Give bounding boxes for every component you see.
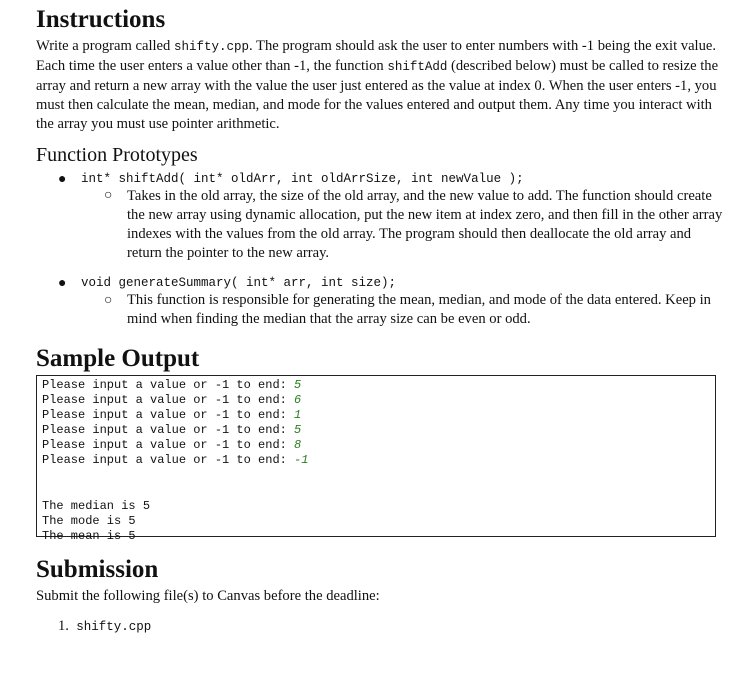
console-line: Please input a value or -1 to end: 5 xyxy=(42,423,302,437)
instructions-paragraph: Write a program called shifty.cpp. The program should ask the user to enter numbers with -1 being the exit value. Each time the user enters a value other than -1, the function shiftAdd (described below) must be called to resize the array and return a new array with the value the user just entered as the value at index 0. When the user enters -1, you must then calculate the mean, median, and mode for the values entered and output them. Any time you interact with the array you must use pointer arithmetic. xyxy=(36,38,719,132)
function-name-code: shiftAdd xyxy=(387,60,448,74)
file-list-item: 1. shifty.cpp xyxy=(58,618,152,634)
instructions-heading: Instructions xyxy=(36,6,166,33)
console-line: Please input a value or -1 to end: 5 xyxy=(42,378,302,392)
prototype-description: Takes in the old array, the size of the old array, and the new value to add. The function should create the new array using dynamic allocation, put the new item at index zero, and then fill in the other array indexes with the values from the old array. The program should then deallocate the old array and return the pointer to the new array. xyxy=(127,188,723,261)
sub-bullet-icon: ○ xyxy=(104,188,113,203)
filename-code: shifty.cpp xyxy=(174,40,250,54)
bullet-icon: ● xyxy=(58,172,67,187)
console-result: The median is 5 xyxy=(42,499,151,513)
bullet-icon: ● xyxy=(58,276,67,291)
console-line: Please input a value or -1 to end: 8 xyxy=(42,438,302,452)
console-line: Please input a value or -1 to end: 1 xyxy=(42,408,302,422)
prototype-signature: void generateSummary( int* arr, int size); xyxy=(81,276,397,290)
sub-bullet-icon: ○ xyxy=(104,293,113,308)
prototype-signature: int* shiftAdd( int* oldArr, int oldArrSize, int newValue ); xyxy=(81,172,524,186)
console-result: The mean is 5 xyxy=(42,529,136,543)
console-result: The mode is 5 xyxy=(42,514,136,528)
console-line: Please input a value or -1 to end: 6 xyxy=(42,393,302,407)
console-line: Please input a value or -1 to end: -1 xyxy=(42,453,309,467)
prototypes-heading: Function Prototypes xyxy=(36,144,198,166)
sample-output-heading: Sample Output xyxy=(36,345,200,372)
submission-text: Submit the following file(s) to Canvas before the deadline: xyxy=(36,588,380,604)
sample-console xyxy=(36,375,716,543)
submission-heading: Submission xyxy=(36,556,159,583)
prototype-description: This function is responsible for generating the mean, median, and mode of the data entered. Keep in mind when finding the median that the array size can be even or odd. xyxy=(127,292,711,327)
